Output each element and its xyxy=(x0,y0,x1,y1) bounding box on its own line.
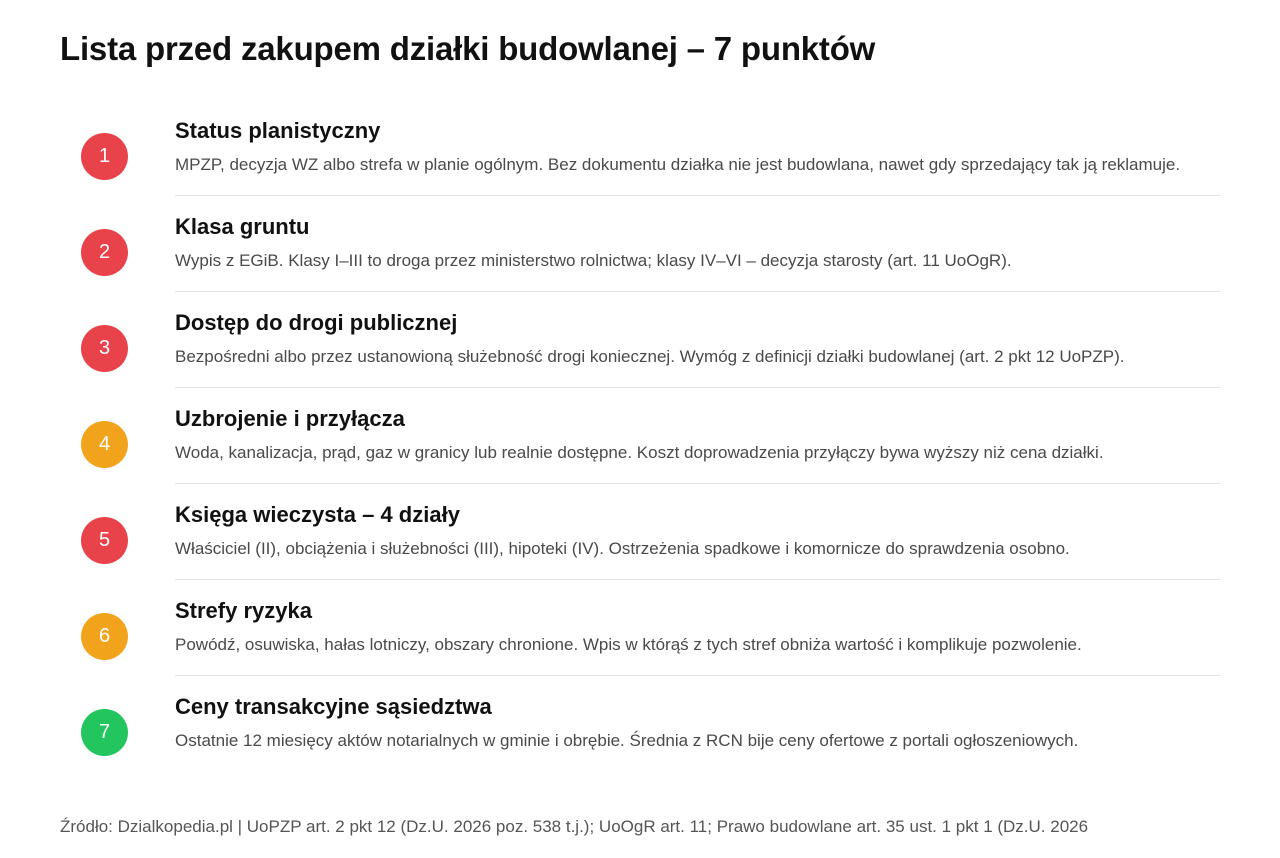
number-badge: 6 xyxy=(81,613,128,660)
checklist xyxy=(0,108,1280,780)
divider xyxy=(175,195,1220,196)
number-badge: 4 xyxy=(81,421,128,468)
source-note: Źródło: Dzialkopedia.pl | UoPZP art. 2 pkt 12 (Dz.U. 2026 poz. 538 t.j.); UoOgR art. 11; Prawo budowlane art. 35 ust. 1 pkt 1 (Dz.U. 2026 xyxy=(60,817,1089,836)
item-description: Właściciel (II), obciążenia i służebności (III), hipoteki (IV). Ostrzeżenia spadkowe i komornicze do sprawdzenia osobno. xyxy=(175,539,1070,558)
checklist-item xyxy=(0,108,1280,204)
checklist-item xyxy=(0,492,1280,588)
checklist-item xyxy=(0,684,1280,780)
divider xyxy=(175,675,1220,676)
item-description: Wypis z EGiB. Klasy I–III to droga przez ministerstwo rolnictwa; klasy IV–VI – decyzja starosty (art. 11 UoOgR). xyxy=(175,251,1012,270)
number-badge: 5 xyxy=(81,517,128,564)
item-description: Powódź, osuwiska, hałas lotniczy, obszary chronione. Wpis w którąś z tych stref obniża wartość i komplikuje pozwolenie. xyxy=(175,635,1082,654)
item-title: Ceny transakcyjne sąsiedztwa xyxy=(175,694,492,719)
item-title: Klasa gruntu xyxy=(175,214,310,239)
checklist-item xyxy=(0,204,1280,300)
checklist-item xyxy=(0,588,1280,684)
page-title: Lista przed zakupem działki budowlanej – 7 punktów xyxy=(60,30,876,67)
item-title: Dostęp do drogi publicznej xyxy=(175,310,458,335)
item-description: Woda, kanalizacja, prąd, gaz w granicy lub realnie dostępne. Koszt doprowadzenia przyłączy bywa wyższy niż cena działki. xyxy=(175,443,1104,462)
item-title: Uzbrojenie i przyłącza xyxy=(175,406,405,431)
item-description: MPZP, decyzja WZ albo strefa w planie ogólnym. Bez dokumentu działka nie jest budowlana, nawet gdy sprzedający tak ją reklamuje. xyxy=(175,155,1181,174)
divider xyxy=(175,387,1220,388)
checklist-item xyxy=(0,300,1280,396)
item-title: Księga wieczysta – 4 działy xyxy=(175,502,460,527)
item-title: Strefy ryzyka xyxy=(175,598,312,623)
divider xyxy=(175,483,1220,484)
item-description: Bezpośredni albo przez ustanowioną służebność drogi koniecznej. Wymóg z definicji działki budowlanej (art. 2 pkt 12 UoPZP). xyxy=(175,347,1125,366)
checklist-item xyxy=(0,396,1280,492)
item-title: Status planistyczny xyxy=(175,118,381,143)
number-badge: 7 xyxy=(81,709,128,756)
number-badge: 1 xyxy=(81,133,128,180)
item-description: Ostatnie 12 miesięcy aktów notarialnych w gminie i obrębie. Średnia z RCN bije ceny ofertowe z portali ogłoszeniowych. xyxy=(175,731,1079,750)
divider xyxy=(175,291,1220,292)
number-badge: 3 xyxy=(81,325,128,372)
number-badge: 2 xyxy=(81,229,128,276)
divider xyxy=(175,579,1220,580)
